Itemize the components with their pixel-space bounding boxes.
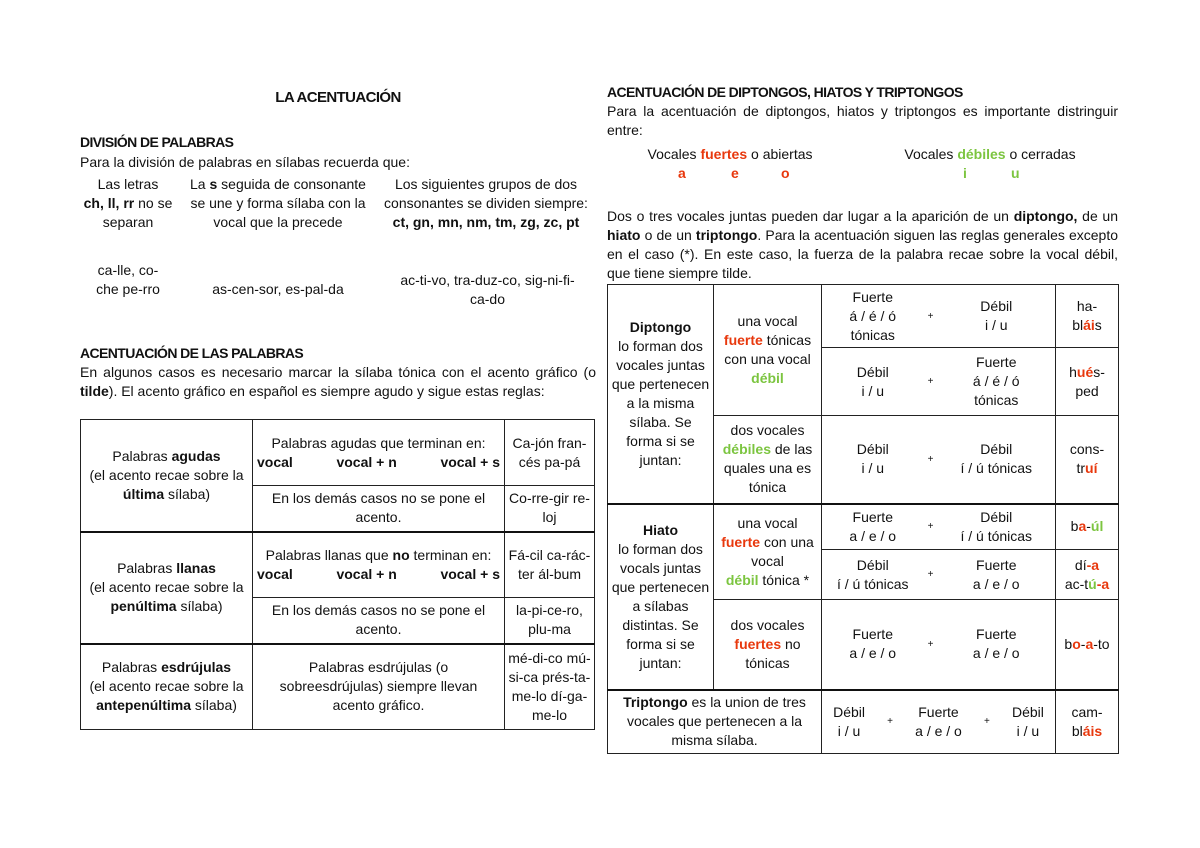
endings-list: vocal vocal + n vocal + s [257,565,500,582]
page-title: LA ACENTUACIÓN [275,89,401,106]
agudas-example-1: Ca-jón fran-cés pa-pá [505,420,595,486]
diptongos-table [607,284,1119,754]
endings-list: vocal vocal + n vocal + s [257,453,500,470]
agudas-rule-2: En los demás casos no se pone el acento. [253,486,505,532]
division-heading: DIVISIÓN DE PALABRAS [80,134,234,150]
plus-sign: + [924,348,938,416]
hiato-cell: Hiato lo forman dos vocals juntas que pertenecen a sílabas distintas. Se forma si se juntan: [608,504,714,690]
llanas-rule-1: Palabras llanas que no terminan en: vocal vocal + n vocal + s [253,532,505,598]
combo-left: Fuerte a / e / o [822,600,924,690]
agudas-example-2: Co-rre-gir re-loj [505,486,595,532]
rule-consonant-groups: Los siguientes grupos de dos consonantes se dividen siempre: ct, gn, mn, nm, tm, zg, zc, pt [384,176,588,230]
combo-right: Fuerte a / e / o [938,550,1056,600]
plus-sign: + [887,716,893,728]
example-consonant-groups: ac-ti-vo, tra-duz-co, sig-ni-fi-ca-do [400,272,575,307]
llanas-rule-2: En los demás casos no se pone el acento. [253,598,505,644]
vowel-a: a [678,165,686,181]
example-s-consonant: as-cen-sor, es-pal-da [212,281,344,297]
plus-sign: + [924,285,938,348]
example-haibais: ha- bláis [1056,285,1119,348]
example-baul: ba-úl [1056,504,1119,550]
rules-table [80,419,595,730]
triptongo-cell: Triptongo es la union de tres vocales que pertenecen a la misma sílaba. [608,690,822,754]
combo-right: Débil í / ú tónicas [938,416,1056,504]
division-intro: Para la división de palabras en sílabas recuerda que: [80,154,410,170]
combo-right: Débil í / ú tónicas [938,504,1056,550]
llanas-cell: Palabras llanas (el acento recae sobre la penúltima sílaba) [81,532,253,644]
plus-sign: + [924,600,938,690]
vowel-u: u [1011,165,1020,181]
combo-left: Débil i / u [822,416,924,504]
diptongo-case-2: dos vocales débiles de las quales una es tónica [714,416,822,504]
esdrujulas-example: mé-di-co mú-si-ca prés-ta-me-lo dí-ga-me-lo [505,644,595,730]
agudas-cell: Palabras agudas (el acento recae sobre la última sílaba) [81,420,253,532]
llanas-example-2: la-pi-ce-ro, plu-ma [505,598,595,644]
plus-sign: + [984,716,990,728]
combo-right: Fuerte á / é / ó tónicas [938,348,1056,416]
plus-sign: + [924,416,938,504]
diptongo-cell: Diptongo lo forman dos vocales juntas que pertenecen a la misma sílaba. Se forma si se juntan: [608,285,714,504]
plus-sign: + [924,504,938,550]
triptongo-combo [822,690,1056,754]
acentuacion-intro: En algunos casos es necesario marcar la sílaba tónica con el acento gráfico (o tilde). El acento gráfico en español es siempre agudo y sigue estas reglas: [80,364,596,399]
vocales-fuertes-label: Vocales fuertes o abiertas [647,146,813,162]
combo-left: Débil i / u [822,348,924,416]
example-dia-actua: dí-a ac-tú-a [1056,550,1119,600]
example-ch-ll-rr: ca-lle, co-che pe-rro [96,262,160,297]
rule-s-consonant: La s seguida de consonante se une y forma sílaba con la vocal que la precede [190,176,366,230]
diptongo-case-1: una vocal fuerte tónicas con una vocal débil [714,285,822,416]
combo-right: Débil i / u [938,285,1056,348]
llanas-example-1: Fá-cil ca-rác-ter ál-bum [505,532,595,598]
combo-left: Débil í / ú tónicas [822,550,924,600]
diptongos-paragraph: Dos o tres vocales juntas pueden dar lugar a la aparición de un diptongo, de un hiato o de un triptongo. Para la acentuación siguen las reglas generales excepto en el caso (*). En este caso, la fuerza de la palabra recae sobre la vocal débil, que tiene siempre tilde. [607,208,1119,281]
plus-sign: + [924,550,938,600]
hiato-case-2: dos vocales fuertes no tónicas [714,600,822,690]
vocales-debiles-label: Vocales débiles o cerradas [904,146,1076,162]
combo-third: Débil i / u [1012,703,1044,739]
example-huesped: hués- ped [1056,348,1119,416]
example-boato: bo-a-to [1056,600,1119,690]
combo-right: Fuerte a / e / o [938,600,1056,690]
combo-left: Fuerte á / é / ó tónicas [822,285,924,348]
diptongos-intro: Para la acentuación de diptongos, hiatos y triptongos es importante distringuir entre: [607,103,1118,138]
agudas-rule-1: Palabras agudas que terminan en: vocal vocal + n vocal + s [253,420,505,486]
vowel-e: e [731,165,739,181]
combo-second: Fuerte a / e / o [915,703,962,739]
combo-first: Débil i / u [833,703,865,739]
rule-ch-ll-rr: Las letras ch, ll, rr no se separan [83,176,173,230]
esdrujulas-rule: Palabras esdrújulas (o sobreesdrújulas) siempre llevan acento gráfico. [253,644,505,730]
combo-left: Fuerte a / e / o [822,504,924,550]
acentuacion-heading: ACENTUACIÓN DE LAS PALABRAS [80,345,304,361]
example-construi: cons- truí [1056,416,1119,504]
vowel-o: o [781,165,790,181]
vowel-i: i [963,165,967,181]
example-cambiais: cam- bláis [1056,690,1119,754]
hiato-case-1: una vocal fuerte con una vocal débil tónica * [714,504,822,600]
diptongos-heading: ACENTUACIÓN DE DIPTONGOS, HIATOS Y TRIPTONGOS [607,84,963,100]
esdrujulas-cell: Palabras esdrújulas (el acento recae sobre la antepenúltima sílaba) [81,644,253,730]
